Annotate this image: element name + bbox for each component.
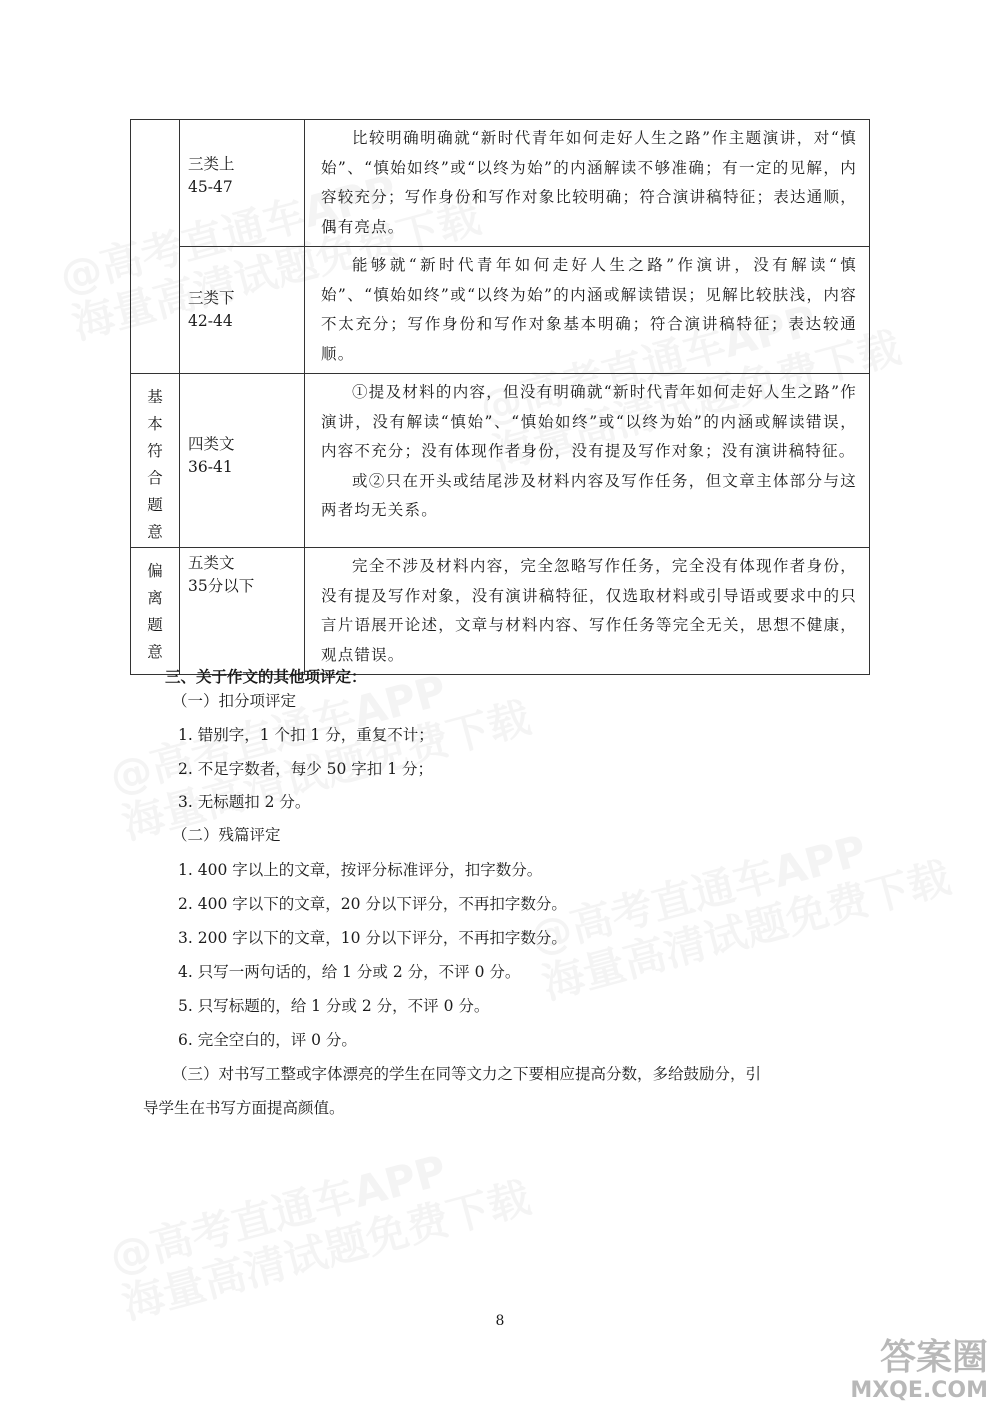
page-number: 8: [495, 1313, 505, 1329]
table-row: [131, 120, 870, 247]
grade-cell: 三类上 45-47: [180, 120, 305, 247]
paragraph: 导学生在书写方面提高颜值。: [143, 1099, 345, 1117]
list-item: 3. 200 字以下的文章，10 分以下评分，不再扣字数分。: [178, 929, 567, 947]
paragraph: （三）对书写工整或字体漂亮的学生在同等文力之下要相应提高分数，多给鼓励分，引: [172, 1065, 762, 1083]
category-cell: 基本符合题意: [131, 374, 180, 548]
list-item: 5. 只写标题的，给 1 分或 2 分，不评 0 分。: [178, 997, 490, 1015]
subsection-title: （二）残篇评定: [172, 826, 281, 844]
list-item: 4. 只写一两句话的，给 1 分或 2 分，不评 0 分。: [178, 963, 521, 981]
section-heading: 三、关于作文的其他项评定：: [165, 667, 367, 686]
watermark: [105, 1127, 536, 1328]
description-cell: ①提及材料的内容，但没有明确就“新时代青年如何走好人生之路”作演讲，没有解读“慎始”、“慎始如终”或“以终为始”的内涵或解读错误，内容不充分；没有体现作者身份，没有提及写作对象；没有演讲稿特征。 或②只在开头或结尾涉及材料内容及写作任务，但文章主体部分与这两者均无关系。: [305, 374, 870, 548]
description-cell: 比较明确明确就“新时代青年如何走好人生之路”作主题演讲，对“慎始”、“慎始如终”或“以终为始”的内涵解读不够准确；有一定的见解，内容较充分；写作身份和写作对象比较明确；符合演讲稿特征；表达通顺，偶有亮点。: [305, 120, 870, 247]
grade-cell: 五类文 35分以下: [180, 548, 305, 675]
grade-cell: 三类下 42-44: [180, 247, 305, 374]
corner-logo: 答案圈 MXQE.COM: [850, 1337, 988, 1403]
category-cell: 偏离题意: [131, 548, 180, 675]
table-row: [131, 247, 870, 374]
list-item: 6. 完全空白的，评 0 分。: [178, 1031, 357, 1049]
scoring-rubric-table: [130, 119, 870, 675]
description-cell: 能够就“新时代青年如何走好人生之路”作演讲，没有解读“慎始”、“慎始如终”或“以终为始”的内涵或解读错误；见解比较肤浅，内容不太充分；写作身份和写作对象基本明确；符合演讲稿特征；表达较通顺。: [305, 247, 870, 374]
list-item: 2. 400 字以下的文章，20 分以下评分，不再扣字数分。: [178, 895, 567, 913]
table-row: [131, 548, 870, 675]
grade-cell: 四类文 36-41: [180, 374, 305, 548]
description-cell: 完全不涉及材料内容，完全忽略写作任务，完全没有体现作者身份，没有提及写作对象，没有演讲稿特征，仅选取材料或引导语或要求中的只言片语展开论述，文章与材料内容、写作任务等完全无关，思想不健康，观点错误。: [305, 548, 870, 675]
list-item: 3. 无标题扣 2 分。: [178, 793, 311, 811]
list-item: 2. 不足字数者，每少 50 字扣 1 分；: [178, 760, 434, 778]
list-item: 1. 错别字，1 个扣 1 分，重复不计；: [178, 726, 434, 744]
category-cell: [131, 120, 180, 374]
table-row: [131, 374, 870, 548]
subsection-title: （一）扣分项评定: [172, 692, 297, 710]
list-item: 1. 400 字以上的文章，按评分标准评分，扣字数分。: [178, 861, 543, 879]
